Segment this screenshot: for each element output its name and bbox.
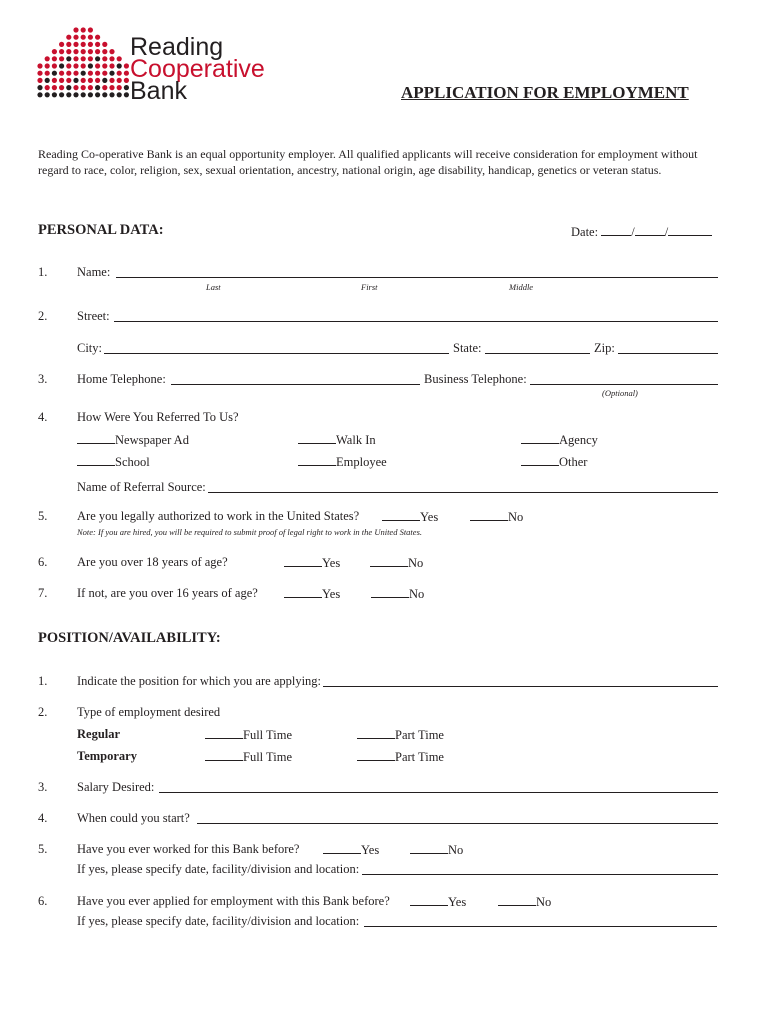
start-label: When could you start? <box>77 811 190 825</box>
zip-field[interactable] <box>618 353 718 354</box>
logo-dot <box>109 49 114 54</box>
no-label: No <box>448 843 464 857</box>
item-number: 5. <box>38 509 48 523</box>
authorized-no[interactable] <box>470 509 523 525</box>
logo-dot <box>52 78 57 83</box>
logo-dot <box>81 56 86 61</box>
logo-dot <box>95 71 100 76</box>
logo-dot <box>66 63 71 68</box>
temporary-part-time[interactable] <box>357 749 444 765</box>
logo-dot <box>95 63 100 68</box>
full-time-label: Full Time <box>243 750 292 764</box>
logo-dot <box>95 35 100 40</box>
logo-line-1: Reading <box>130 33 224 61</box>
over-18-yes[interactable] <box>284 555 340 571</box>
logo-dot <box>73 35 78 40</box>
date-label: Date: <box>571 225 599 239</box>
no-label: No <box>408 556 424 570</box>
logo-dot <box>52 85 57 90</box>
logo-dot <box>45 56 50 61</box>
logo-dot <box>37 92 42 97</box>
logo-dot <box>66 49 71 54</box>
item-number: 6. <box>38 555 48 569</box>
logo-dot <box>124 92 129 97</box>
part-time-label: Part Time <box>395 728 444 742</box>
dot-matrix-logo-icon <box>36 26 132 104</box>
authorized-yes[interactable] <box>382 509 438 525</box>
item-number: 3. <box>38 372 48 386</box>
home-telephone-field[interactable] <box>171 384 420 385</box>
item-number: 7. <box>38 586 48 600</box>
first-name-caption: First <box>361 282 378 292</box>
employee-label: Employee <box>336 455 387 469</box>
logo-dot <box>81 71 86 76</box>
other-label: Other <box>559 455 588 469</box>
name-field[interactable] <box>116 277 718 278</box>
date-field[interactable]: Date: / / <box>571 224 712 240</box>
worked-before-label: Have you ever worked for this Bank before? <box>77 842 300 856</box>
logo-dot <box>88 78 93 83</box>
temporary-label: Temporary <box>77 749 137 763</box>
no-label: No <box>536 895 552 909</box>
part-time-label: Part Time <box>395 750 444 764</box>
temporary-full-time[interactable] <box>205 749 292 765</box>
logo-dot <box>73 85 78 90</box>
logo-dot <box>66 85 71 90</box>
referral-source-label: Name of Referral Source: <box>77 480 206 494</box>
logo-dot <box>102 92 107 97</box>
logo-dot <box>59 92 64 97</box>
applied-specify-field[interactable] <box>364 926 717 927</box>
logo-dot <box>52 49 57 54</box>
yes-label: Yes <box>448 895 467 909</box>
item-number: 1. <box>38 674 48 688</box>
logo-dot <box>109 63 114 68</box>
referral-source-field[interactable] <box>208 492 718 493</box>
logo-line-3: Bank <box>130 77 187 105</box>
logo-dot <box>66 78 71 83</box>
logo-dot <box>109 85 114 90</box>
logo-dot <box>73 49 78 54</box>
worked-before-no[interactable] <box>410 842 463 858</box>
logo-dot <box>45 63 50 68</box>
referred-label: How Were You Referred To Us? <box>77 410 239 424</box>
regular-full-time[interactable] <box>205 727 292 743</box>
worked-specify-field[interactable] <box>362 874 718 875</box>
logo-dot <box>124 63 129 68</box>
newspaper-label: Newspaper Ad <box>115 433 189 447</box>
option-agency[interactable] <box>521 432 598 448</box>
logo-dot <box>45 71 50 76</box>
logo-dot <box>73 56 78 61</box>
intro-line-2: regard to race, color, religion, sex, sexual orientation, ancestry, national origin, age disability, handicap, genetics or veteran status. <box>38 163 662 177</box>
street-label: Street: <box>77 309 110 323</box>
worked-specify-label: If yes, please specify date, facility/division and location: <box>77 862 360 876</box>
logo-dot <box>52 71 57 76</box>
logo-dot <box>95 85 100 90</box>
logo-dot <box>59 85 64 90</box>
middle-name-caption: Middle <box>509 282 534 292</box>
logo-dot <box>88 56 93 61</box>
logo-dot <box>37 63 42 68</box>
item-number: 3. <box>38 780 48 794</box>
logo-dot <box>45 92 50 97</box>
position-label: Indicate the position for which you are applying: <box>77 674 322 688</box>
logo-dot <box>45 78 50 83</box>
position-heading: POSITION/AVAILABILITY: <box>38 630 221 646</box>
logo-dot <box>37 78 42 83</box>
yes-label: Yes <box>420 510 439 524</box>
logo-dot <box>88 92 93 97</box>
option-employee[interactable] <box>298 454 387 470</box>
logo-dot <box>124 78 129 83</box>
logo-dot <box>124 85 129 90</box>
logo-dot <box>81 85 86 90</box>
logo-dot <box>109 56 114 61</box>
logo-wordmark <box>130 33 265 105</box>
logo-dot <box>88 71 93 76</box>
intro-line-1: Reading Co-operative Bank is an equal opportunity employer. All qualified applicants will receive consideration for employment without <box>38 147 698 161</box>
over-18-no[interactable] <box>370 555 423 571</box>
logo-dot <box>102 85 107 90</box>
optional-caption: (Optional) <box>602 388 638 398</box>
logo-dot <box>81 92 86 97</box>
logo-dot <box>102 56 107 61</box>
logo-dot <box>102 78 107 83</box>
city-label: City: <box>77 341 103 355</box>
logo-dot <box>73 92 78 97</box>
logo-dot <box>124 71 129 76</box>
logo-dot <box>81 42 86 47</box>
logo-dot <box>66 56 71 61</box>
logo-dot <box>59 63 64 68</box>
logo-dot <box>117 85 122 90</box>
logo-dot <box>73 71 78 76</box>
last-name-caption: Last <box>206 282 221 292</box>
logo-dot <box>95 56 100 61</box>
business-telephone-field[interactable] <box>530 384 718 385</box>
logo-dot <box>37 85 42 90</box>
state-label: State: <box>453 341 482 355</box>
over-18-label: Are you over 18 years of age? <box>77 555 228 569</box>
logo-dot <box>73 42 78 47</box>
item-number: 4. <box>38 410 48 424</box>
logo-dot <box>117 71 122 76</box>
logo-dot <box>81 49 86 54</box>
logo-dot <box>81 78 86 83</box>
option-school[interactable] <box>77 454 150 470</box>
over-16-yes[interactable] <box>284 586 340 602</box>
option-newspaper-ad[interactable] <box>77 432 189 448</box>
logo-dot <box>73 78 78 83</box>
yes-label: Yes <box>361 843 380 857</box>
logo-dot <box>81 63 86 68</box>
start-field[interactable] <box>197 823 718 824</box>
logo-dot <box>59 56 64 61</box>
logo-dot <box>37 71 42 76</box>
logo-dot <box>109 71 114 76</box>
logo-dot <box>88 42 93 47</box>
logo-dot <box>109 78 114 83</box>
no-label: No <box>409 587 425 601</box>
authorized-label: Are you legally authorized to work in the United States? <box>77 509 360 523</box>
name-label: Name: <box>77 265 111 279</box>
logo-dot <box>73 27 78 32</box>
logo-dot <box>66 42 71 47</box>
personal-data-heading: PERSONAL DATA: <box>38 222 164 238</box>
business-telephone-label: Business Telephone: <box>424 372 527 386</box>
item-number: 4. <box>38 811 48 825</box>
logo-dot <box>102 63 107 68</box>
logo-dot <box>52 63 57 68</box>
position-field[interactable] <box>323 686 718 687</box>
yes-label: Yes <box>322 587 341 601</box>
logo-dot <box>88 49 93 54</box>
no-label: No <box>508 510 524 524</box>
state-field[interactable] <box>485 353 590 354</box>
item-number: 5. <box>38 842 48 856</box>
regular-label: Regular <box>77 727 121 741</box>
over-16-label: If not, are you over 16 years of age? <box>77 586 258 600</box>
logo-dot <box>117 78 122 83</box>
yes-label: Yes <box>322 556 341 570</box>
regular-part-time[interactable] <box>357 727 444 743</box>
worked-before-yes[interactable] <box>323 842 379 858</box>
logo-dot <box>81 35 86 40</box>
logo-dot <box>73 63 78 68</box>
city-field[interactable] <box>104 353 449 354</box>
school-label: School <box>115 455 150 469</box>
option-walk-in[interactable] <box>298 432 376 448</box>
logo-dot <box>109 92 114 97</box>
agency-label: Agency <box>559 433 598 447</box>
employment-type-label: Type of employment desired <box>77 705 221 719</box>
logo-dot <box>59 78 64 83</box>
applied-specify-label: If yes, please specify date, facility/division and location: <box>77 914 360 928</box>
full-time-label: Full Time <box>243 728 292 742</box>
item-number: 2. <box>38 309 48 323</box>
home-telephone-label: Home Telephone: <box>77 372 166 386</box>
logo-dot <box>66 35 71 40</box>
item-number: 6. <box>38 894 48 908</box>
logo-dot <box>52 92 57 97</box>
logo-dot <box>88 27 93 32</box>
walk-in-label: Walk In <box>336 433 376 447</box>
logo-dot <box>102 49 107 54</box>
item-number: 1. <box>38 265 48 279</box>
over-16-no[interactable] <box>371 586 424 602</box>
logo-dot <box>88 85 93 90</box>
logo-dot <box>117 56 122 61</box>
logo-dot <box>66 71 71 76</box>
logo-dot <box>66 92 71 97</box>
logo-dot <box>59 71 64 76</box>
logo-dot <box>102 71 107 76</box>
logo-dot <box>95 42 100 47</box>
logo-dot <box>95 49 100 54</box>
item-number: 2. <box>38 705 48 719</box>
logo-dot <box>59 42 64 47</box>
salary-label: Salary Desired: <box>77 780 155 794</box>
logo-dot <box>88 63 93 68</box>
street-field[interactable] <box>114 321 718 322</box>
logo-dot <box>102 42 107 47</box>
logo-dot <box>117 92 122 97</box>
page-title: APPLICATION FOR EMPLOYMENT <box>401 83 689 102</box>
applied-before-no[interactable] <box>498 894 551 910</box>
logo-dot <box>45 85 50 90</box>
applied-before-label: Have you ever applied for employment with this Bank before? <box>77 894 390 908</box>
applied-before-yes[interactable] <box>410 894 466 910</box>
logo-dot <box>95 92 100 97</box>
logo-dot <box>88 35 93 40</box>
legal-note: Note: If you are hired, you will be required to submit proof of legal right to work in the United States. <box>77 527 423 537</box>
option-other[interactable] <box>521 454 587 470</box>
logo-dot <box>52 56 57 61</box>
salary-field[interactable] <box>159 792 718 793</box>
logo-line-2: Cooperative <box>130 55 265 83</box>
logo-dot <box>117 63 122 68</box>
logo-dot <box>81 27 86 32</box>
zip-label: Zip: <box>594 341 615 355</box>
logo-dot <box>59 49 64 54</box>
logo-dot <box>95 78 100 83</box>
